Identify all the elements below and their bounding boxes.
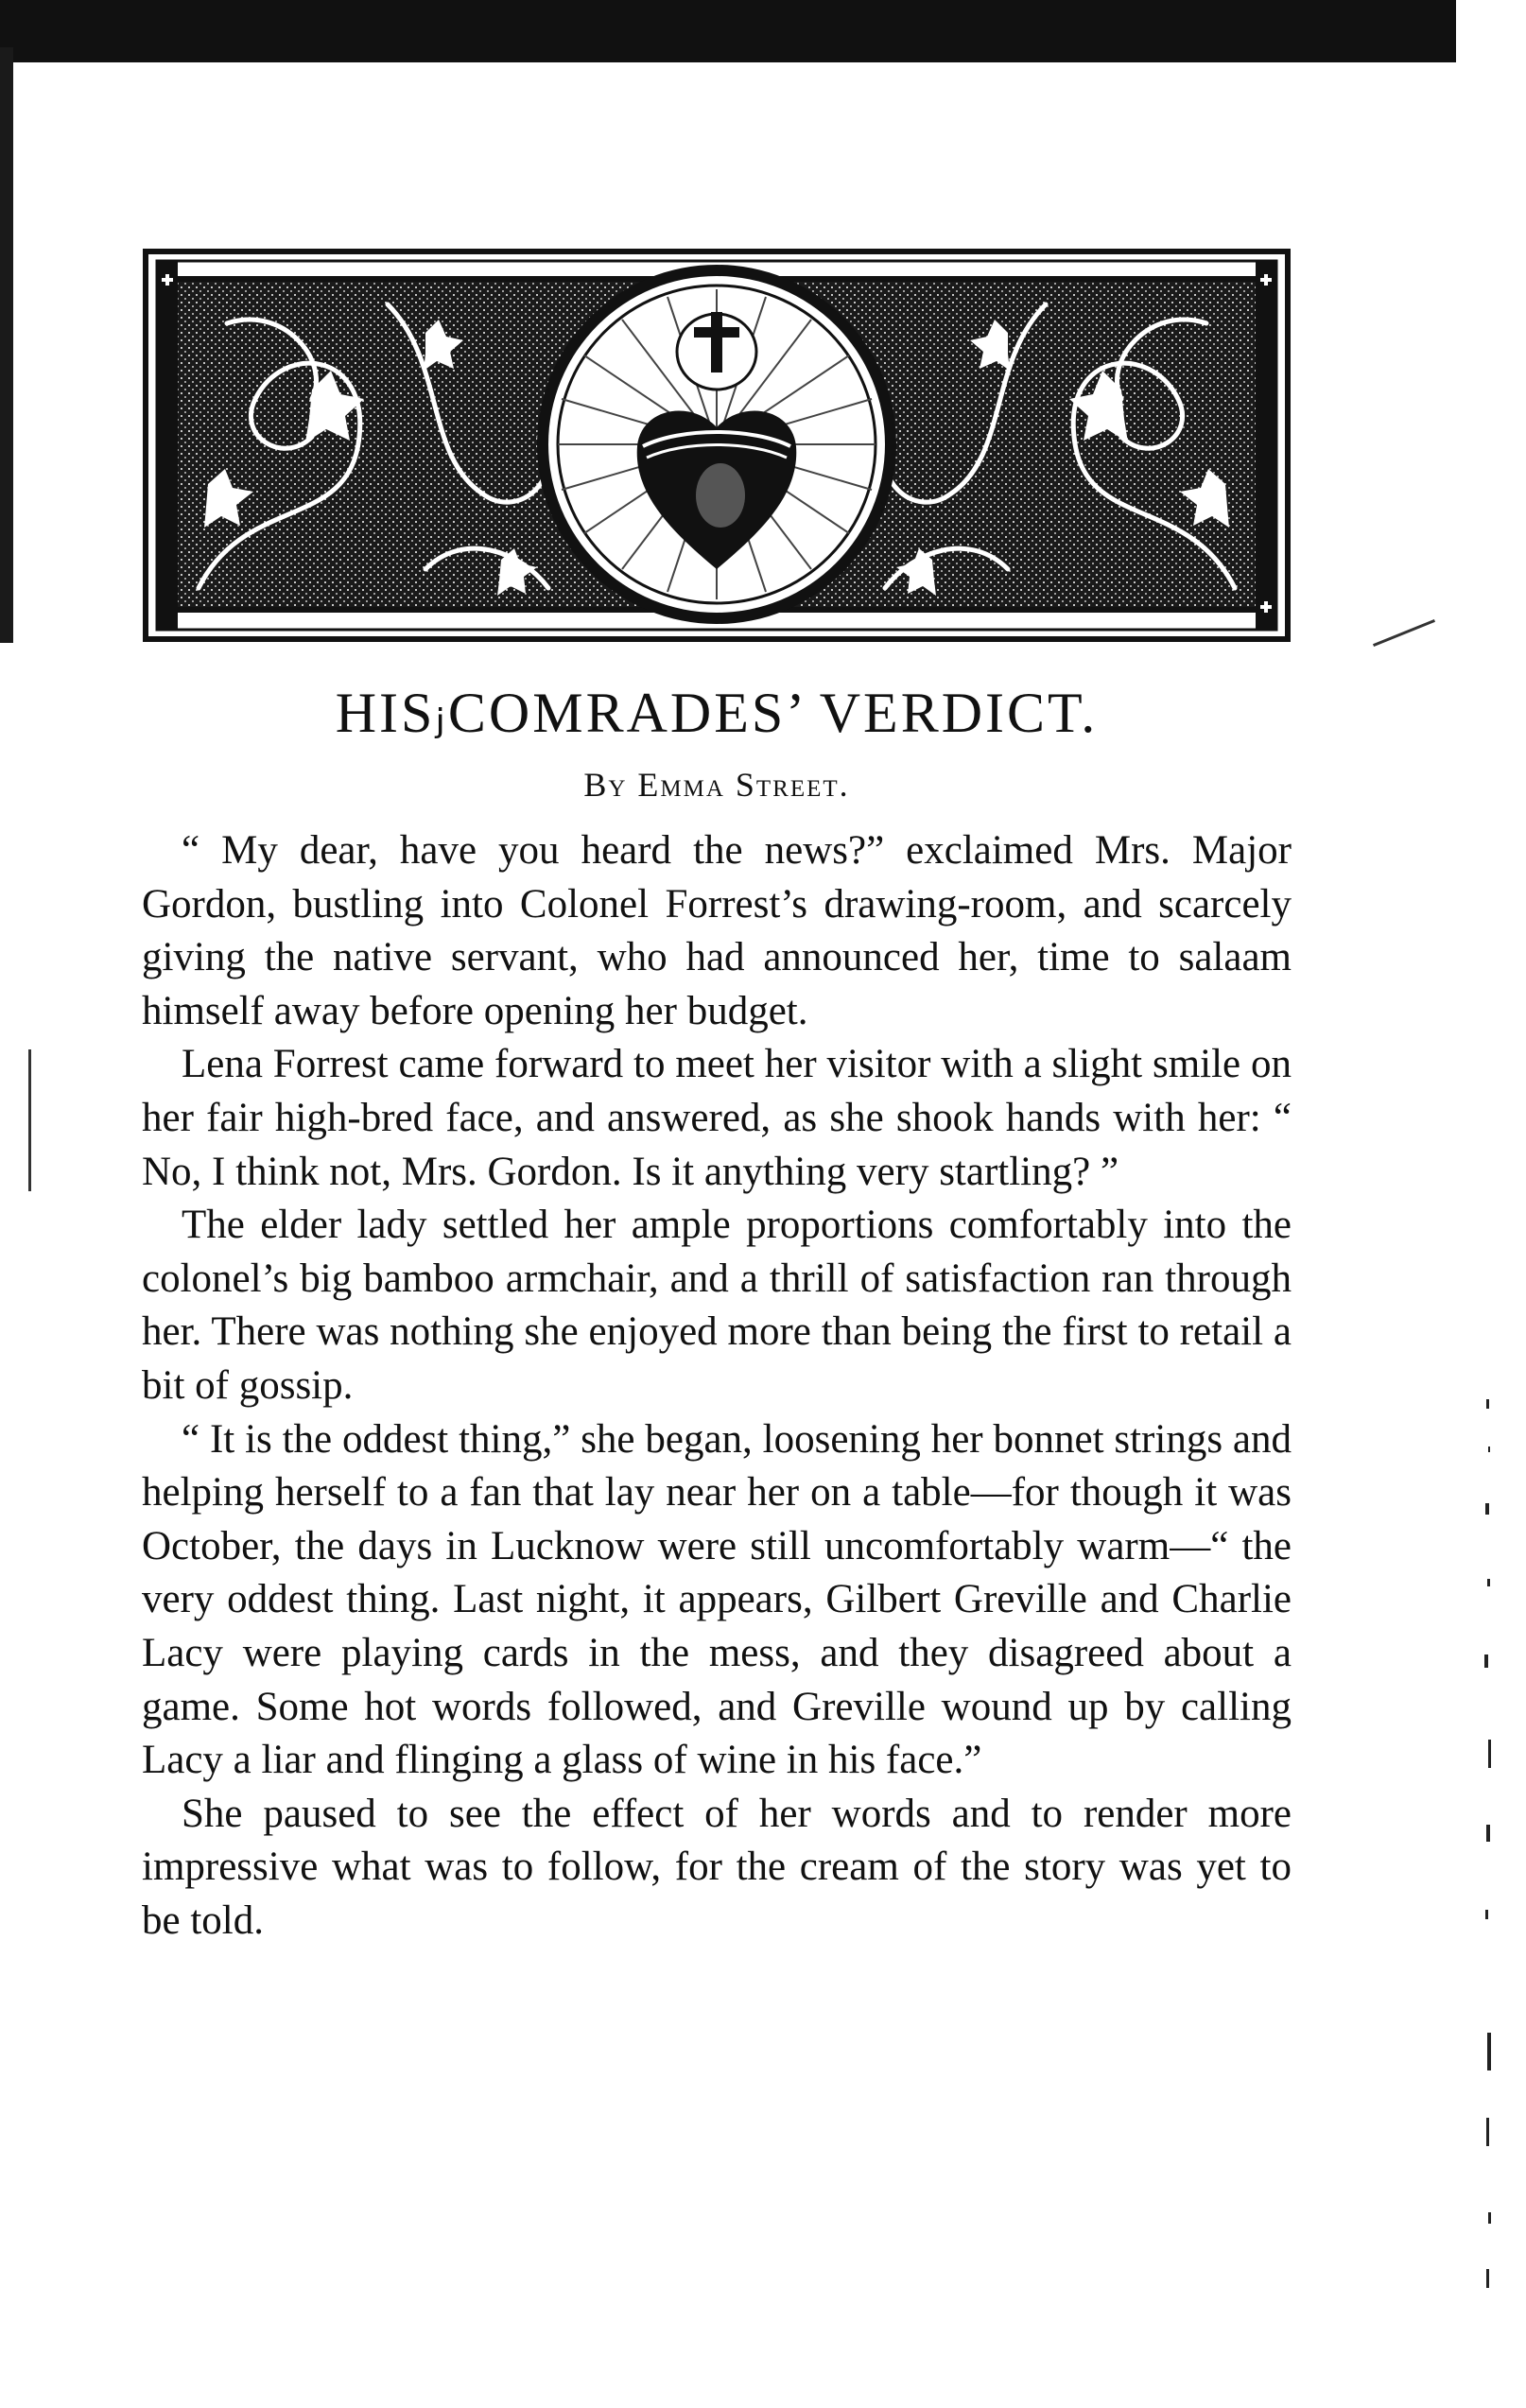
paragraph-5: She paused to see the effect of her words and to render more impressive what was to follow, for the cream of the story was yet to be told. — [142, 1791, 1292, 1943]
paragraph-3: The elder lady settled her ample proportions comfortably into the colonel’s big bamboo armchair, and a thrill of satisfaction ran through her. There was nothing she enjoyed more than being the first to retail a bit of gossip. — [142, 1203, 1292, 1408]
paragraph-1: “ My dear, have you heard the news?” exclaimed Mrs. Major Gordon, bustling into Colonel Forrest’s drawing-room, and scarcely giving the native servant, who had announced her, time to salaam himself away before opening her budget. — [142, 828, 1292, 1033]
scan-right-specks — [1483, 1380, 1496, 2307]
paragraph-2: Lena Forrest came forward to meet her visitor with a slight smile on her fair high-bred face, and answered, as she shook hands with her: “ No, I think not, Mrs. Gordon. Is it anything very startling? ” — [142, 1042, 1292, 1194]
decorative-headpiece — [142, 248, 1292, 643]
article-title: HISⱼCOMRADES’ VERDICT. — [335, 682, 1099, 744]
scan-top-edge — [0, 0, 1456, 62]
article-byline: By Emma Street. — [583, 766, 850, 804]
paragraph-4: “ It is the oddest thing,” she began, loosening her bonnet strings and helping herself to a fan that lay near her on a table—for though it was October, the days in Lucknow were still uncomfortably warm—“ the very oddest thing. Last night, it appears, Gilbert Greville and Charlie Lacy were playing cards in the mess, and they disagreed about a game. Some hot words followed, and Greville wound up by calling Lacy a liar and flinging a glass of wine in his face.” — [142, 1416, 1292, 1783]
article-body — [142, 824, 1292, 1948]
stray-ink-mark — [1373, 619, 1435, 647]
scan-left-edge — [0, 47, 13, 643]
scan-left-mark — [28, 1049, 31, 1191]
